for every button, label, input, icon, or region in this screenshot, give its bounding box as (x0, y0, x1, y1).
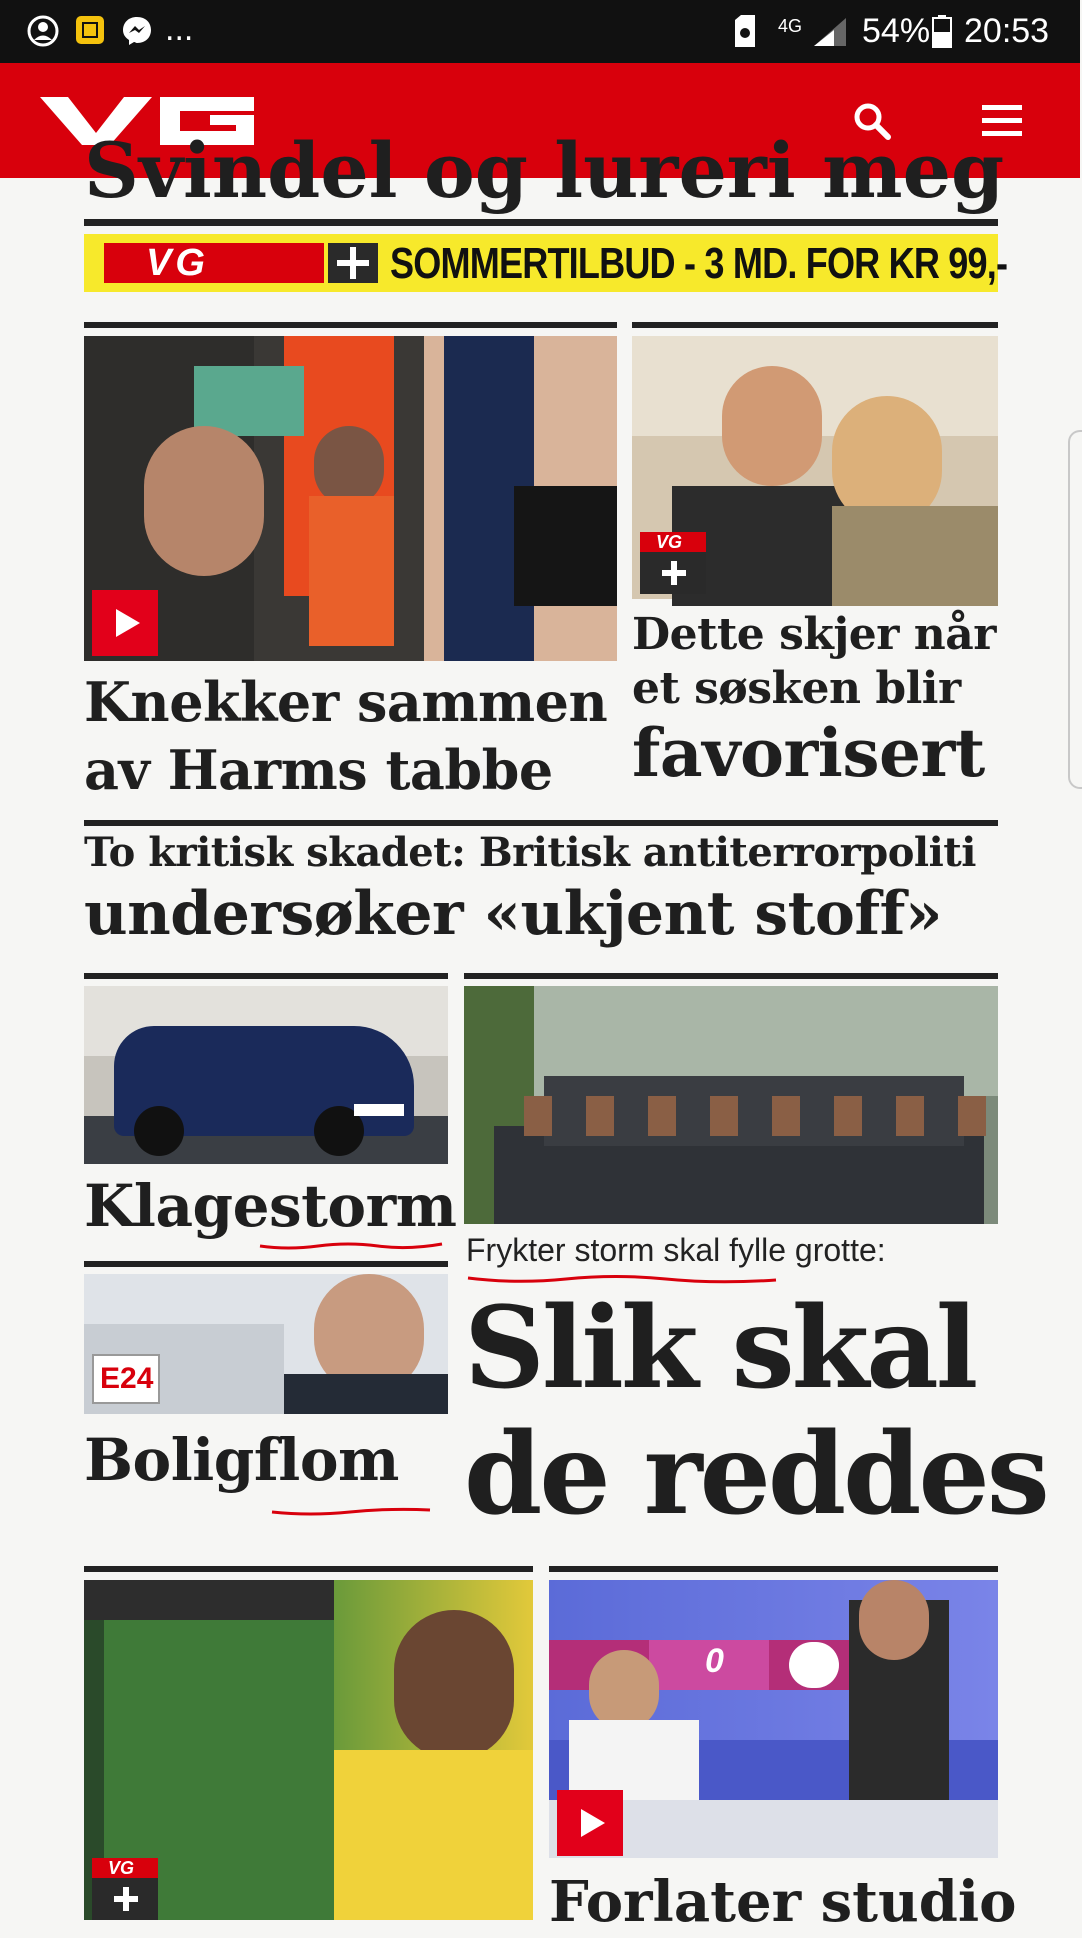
article-image-klage[interactable] (84, 986, 448, 1164)
promo-logo-box (104, 243, 324, 283)
battery-icon (932, 14, 952, 48)
video-play-icon[interactable] (92, 590, 158, 656)
divider (84, 1261, 448, 1267)
divider (84, 973, 448, 979)
divider (84, 322, 617, 328)
network-type: 4G (778, 16, 803, 36)
gallery-notification-icon (74, 14, 106, 46)
article-image-harms[interactable] (84, 336, 617, 661)
spellcheck-underline (270, 1504, 432, 1518)
headline-terror[interactable]: To kritisk skadet: Britisk antiterrorpoliti undersøker «ukjent stoff» (84, 829, 976, 949)
promo-banner[interactable] (84, 234, 1008, 292)
promo-text: SOMMERTILBUD - 3 MD. FOR KR 99,- (390, 239, 1008, 288)
vg-plus-badge: VG (640, 532, 706, 594)
video-play-icon[interactable] (557, 1790, 623, 1856)
headline-studio[interactable]: Forlater studio (549, 1869, 1017, 1935)
more-notifications: ... (165, 10, 194, 48)
divider (549, 1566, 998, 1572)
headline-sosken[interactable]: Dette skjer når et søsken blir favorisert (632, 609, 996, 792)
messenger-icon (120, 14, 154, 48)
divider (84, 820, 998, 826)
cut-headline[interactable]: Svindel og lureri meg (84, 126, 1005, 215)
status-bar (0, 0, 1080, 63)
divider (464, 973, 998, 979)
clock: 20:53 (964, 12, 1050, 50)
article-image-fantasy[interactable] (84, 1580, 533, 1920)
divider (84, 219, 998, 226)
article-image-sosken[interactable] (632, 336, 998, 599)
divider (84, 1566, 533, 1572)
headline-harms[interactable]: Knekker sammen av Harms tabbe (84, 670, 608, 802)
sim-icon (732, 14, 758, 48)
headline-studio-container (549, 1866, 1017, 1935)
cut-headline-container (84, 126, 1005, 215)
e24-badge: E24 (92, 1354, 160, 1404)
spellcheck-underline (258, 1238, 444, 1252)
battery-percent: 54% (862, 12, 931, 50)
account-icon (26, 14, 60, 48)
headline-klage[interactable]: Klagestorm (84, 1172, 457, 1240)
headline-grotte[interactable]: Slik skal de reddes (464, 1283, 1047, 1540)
article-image-bolig[interactable] (84, 1274, 448, 1414)
article-image-grotte[interactable] (464, 986, 998, 1224)
scroll-indicator[interactable] (1068, 430, 1082, 789)
studio-score: 0 (705, 1642, 724, 1680)
promo-plus-icon (328, 243, 378, 283)
signal-icon (812, 16, 848, 48)
vg-plus-badge: VG (92, 1858, 158, 1920)
article-image-studio[interactable] (549, 1580, 998, 1858)
promo-logo: VG (146, 242, 209, 284)
divider (632, 322, 998, 328)
headline-bolig[interactable]: Boligflom (84, 1426, 399, 1494)
kicker-grotte[interactable]: Frykter storm skal fylle grotte: (466, 1232, 886, 1268)
